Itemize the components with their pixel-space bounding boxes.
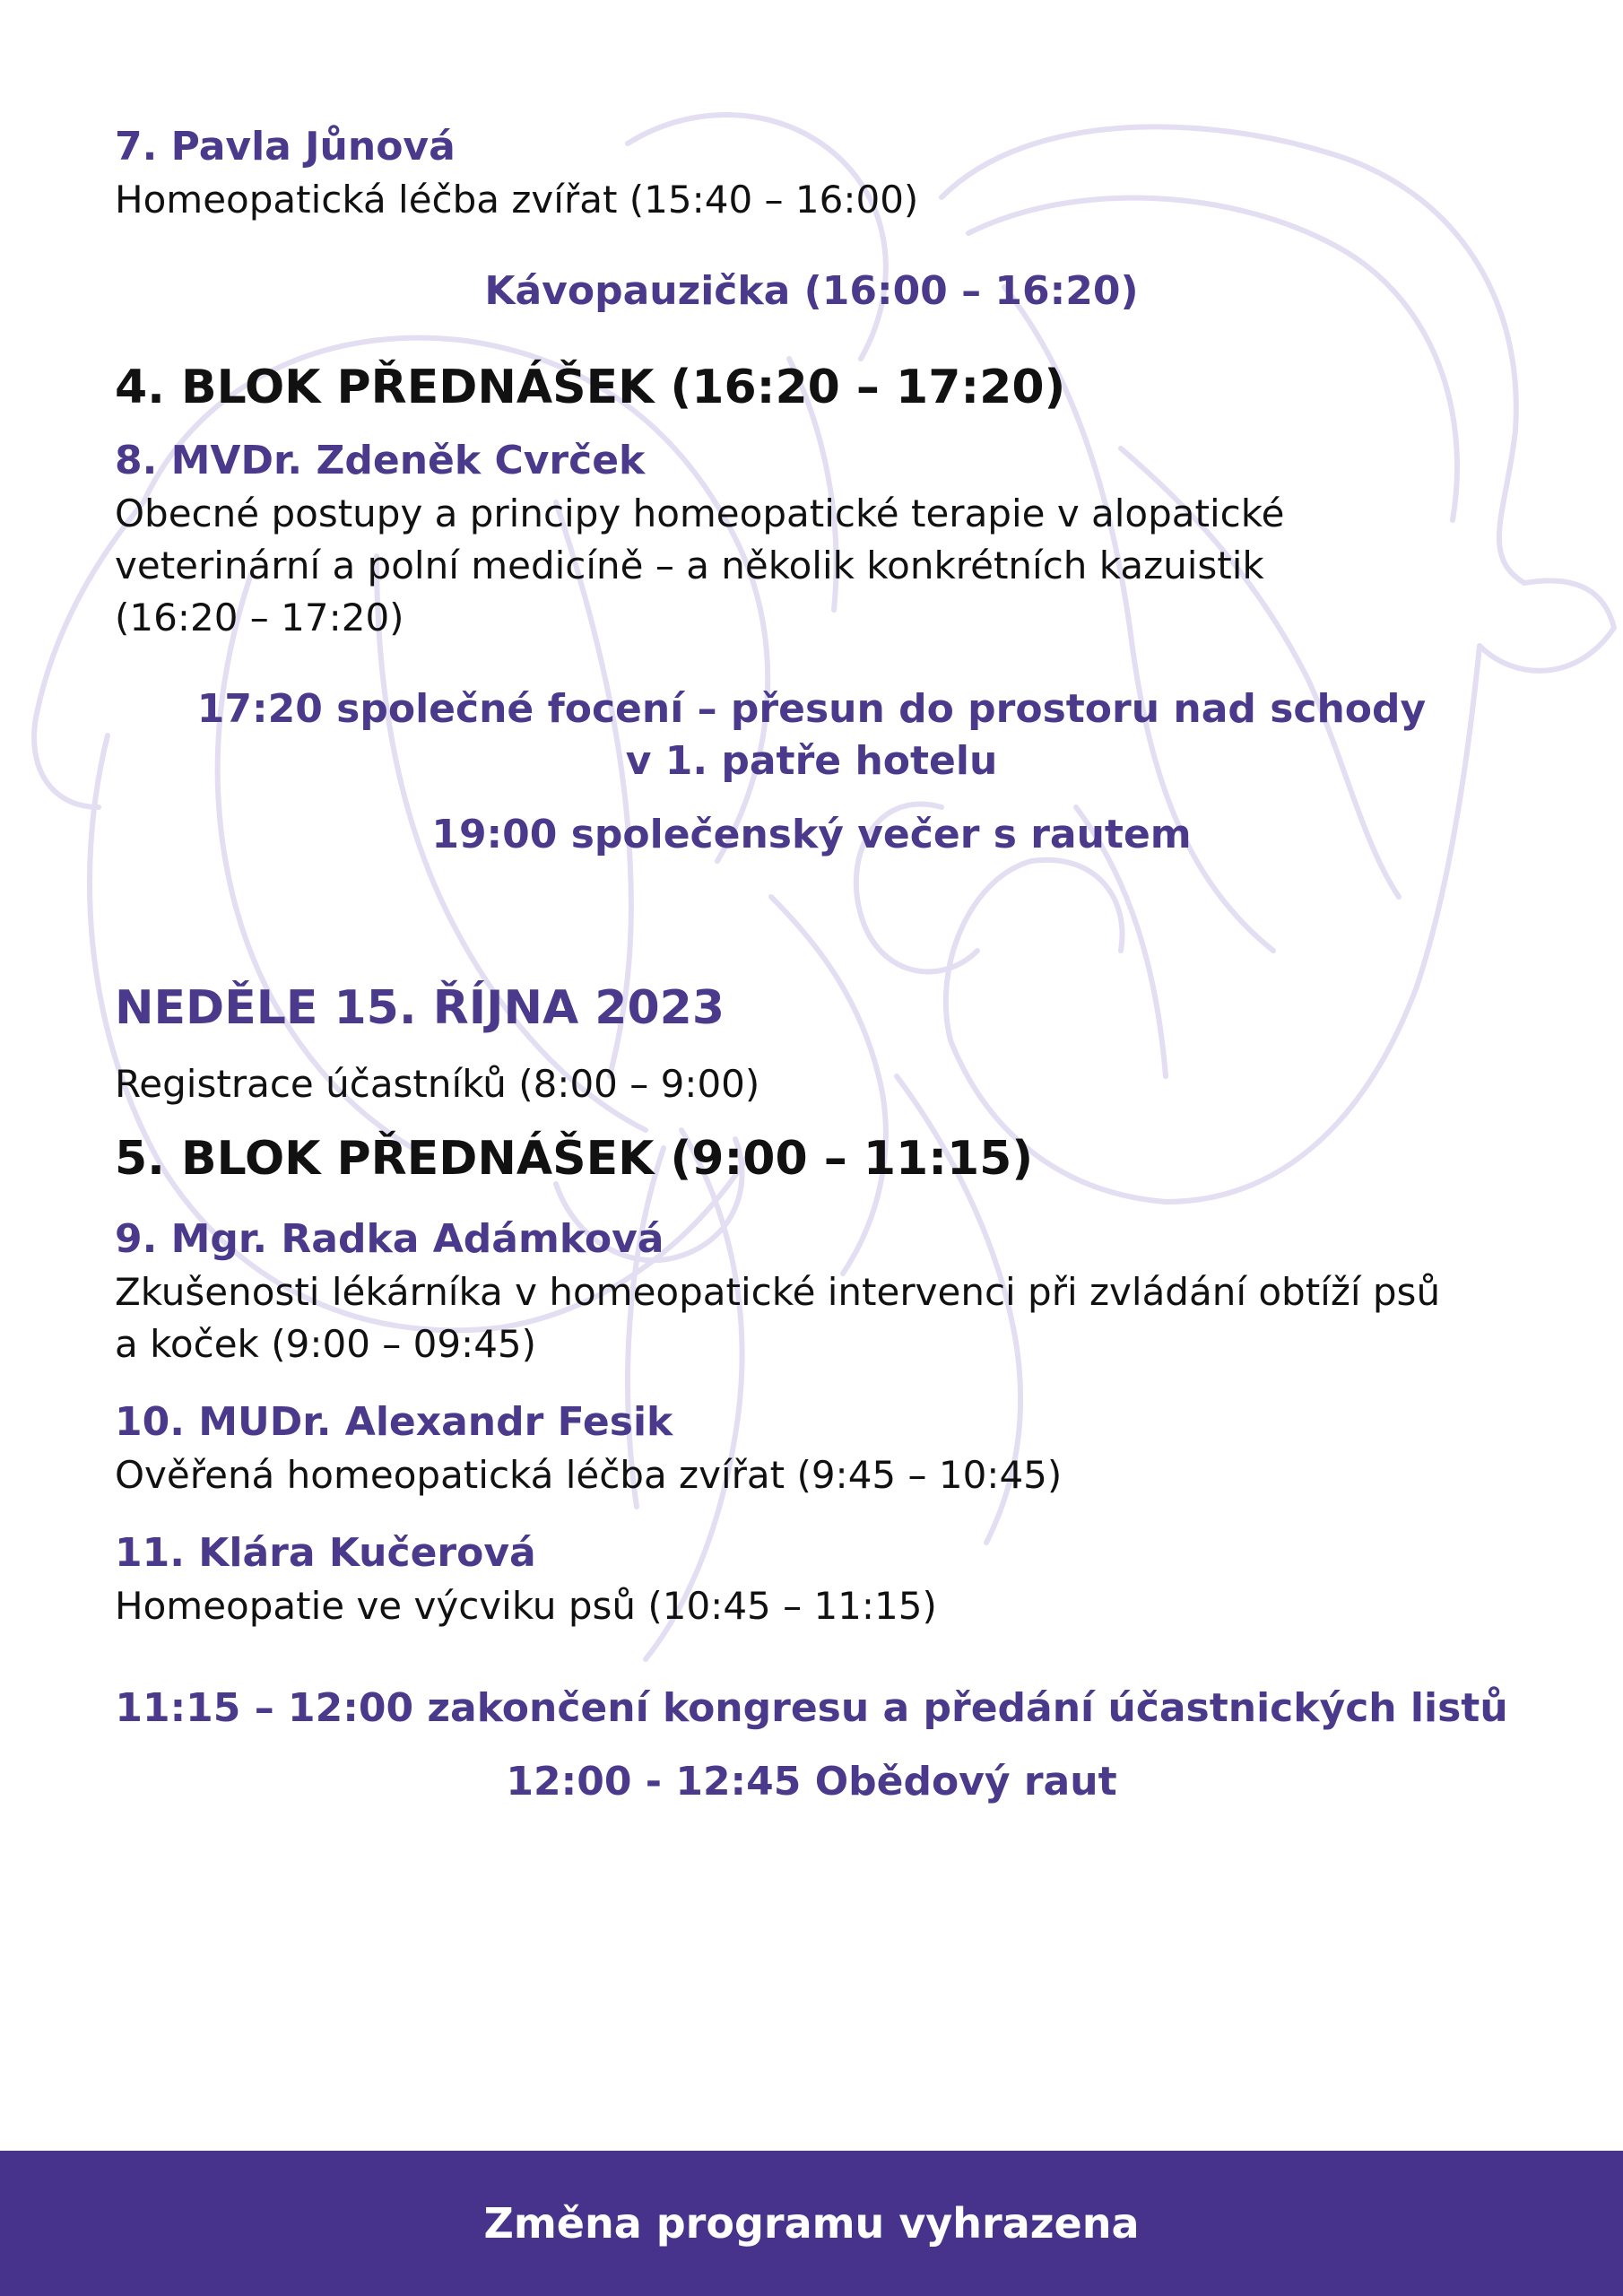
registration: Registrace účastníků (8:00 – 9:00) bbox=[115, 1062, 760, 1106]
speaker-11-name: 11. Klára Kučerová bbox=[115, 1530, 536, 1576]
speaker-7-talk: Homeopatická léčba zvířat (15:40 – 16:00) bbox=[115, 178, 919, 222]
speaker-8-name: 8. MVDr. Zdeněk Cvrček bbox=[115, 438, 646, 483]
speaker-9-talk-line-2: a koček (9:00 – 09:45) bbox=[115, 1322, 537, 1366]
speaker-9-talk-line-1: Zkušenosti lékárníka v homeopatické intervenci při zvládání obtíží psů bbox=[115, 1270, 1441, 1314]
lunch-buffet: 12:00 - 12:45 Obědový raut bbox=[506, 1759, 1117, 1805]
group-photo-line-1: 17:20 společné focení – přesun do prostoru nad schody bbox=[196, 686, 1427, 732]
speaker-8-talk-line-3: (16:20 – 17:20) bbox=[115, 596, 404, 639]
speaker-9-name: 9. Mgr. Radka Adámková bbox=[115, 1216, 664, 1262]
speaker-7-name: 7. Pavla Jůnová bbox=[115, 124, 456, 170]
social-evening: 19:00 společenský večer s rautem bbox=[431, 812, 1192, 857]
speaker-8-talk-line-2: veterinární a polní medicíně – a několik konkrétních kazuistik bbox=[115, 544, 1264, 587]
footer-notice: Změna programu vyhrazena bbox=[483, 2199, 1140, 2248]
coffee-break: Kávopauzička (16:00 – 16:20) bbox=[484, 268, 1139, 314]
sunday-date-heading: NEDĚLE 15. ŘÍJNA 2023 bbox=[115, 981, 725, 1035]
block-4-heading: 4. BLOK PŘEDNÁŠEK (16:20 – 17:20) bbox=[115, 361, 1066, 414]
group-photo-line-2: v 1. patře hotelu bbox=[625, 738, 998, 784]
congress-closing: 11:15 – 12:00 zakončení kongresu a předání účastnických listů bbox=[115, 1685, 1508, 1731]
speaker-11-talk: Homeopatie ve výcviku psů (10:45 – 11:15) bbox=[115, 1584, 937, 1628]
speaker-10-name: 10. MUDr. Alexandr Fesik bbox=[115, 1399, 673, 1445]
block-5-heading: 5. BLOK PŘEDNÁŠEK (9:00 – 11:15) bbox=[115, 1132, 1034, 1186]
speaker-8-talk-line-1: Obecné postupy a principy homeopatické terapie v alopatické bbox=[115, 491, 1285, 535]
speaker-10-talk: Ověřená homeopatická léčba zvířat (9:45 – 10:45) bbox=[115, 1453, 1063, 1497]
footer-bar bbox=[0, 2151, 1623, 2296]
